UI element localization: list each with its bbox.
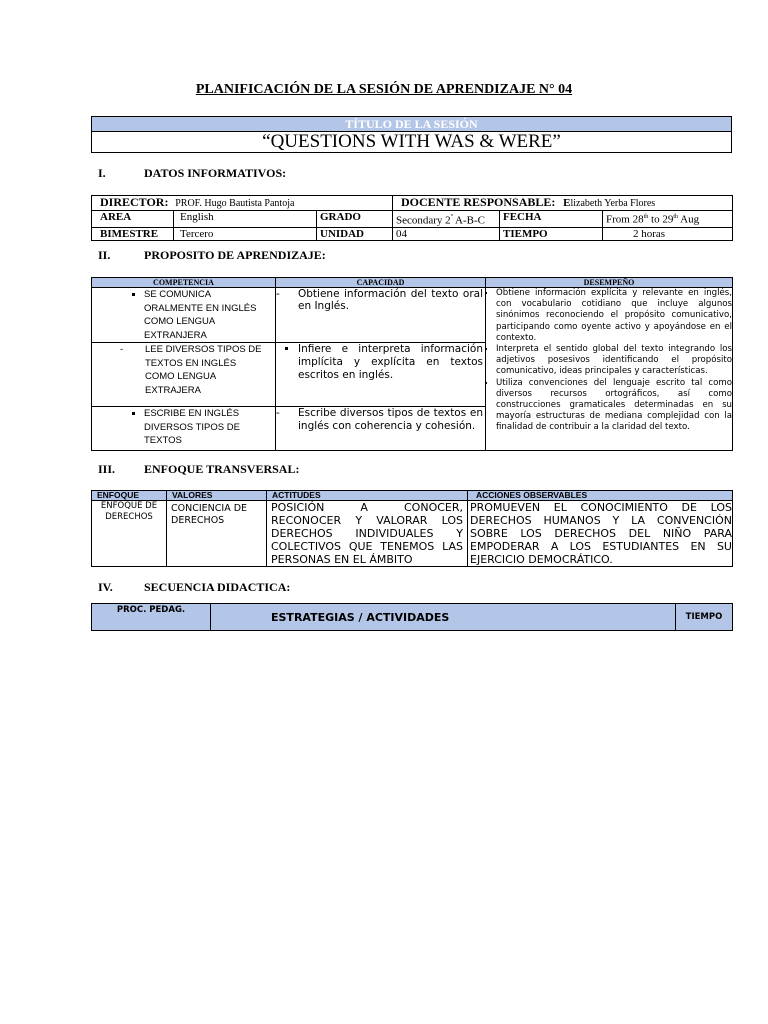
section-title: DATOS INFORMATIVOS:: [144, 166, 287, 180]
section-2-heading: [98, 248, 326, 263]
director-cell: [92, 196, 393, 211]
secuencia-table: [91, 603, 733, 631]
section-number: IV.: [98, 580, 113, 594]
bimestre-label: BIMESTRE: [92, 227, 174, 240]
section-number: I.: [98, 166, 106, 180]
tiempo-label: TIEMPO: [500, 227, 603, 240]
header-valores: VALORES: [167, 491, 267, 501]
document-title: PLANIFICACIÓN DE LA SESIÓN DE APRENDIZAJE N° 04: [195, 82, 573, 97]
competencia-item: LEE DIVERSOS TIPOS DE TEXTOS EN INGLÉS COMO LENGUA EXTRAJERA: [145, 344, 262, 396]
section-title: SECUENCIA DIDACTICA:: [144, 580, 291, 594]
section-title: PROPOSITO DE APRENDIZAJE:: [144, 248, 326, 262]
header-tiempo: TIEMPO: [676, 604, 733, 631]
dot-bullet: -: [120, 344, 124, 355]
capacidad-text: Obtiene información del texto oral en Inglés.: [298, 288, 483, 312]
header-actitudes: ACTITUDES: [267, 491, 468, 501]
info-table: [91, 195, 733, 241]
enfoque-value: ENFOQUE DE DERECHOS: [92, 501, 167, 567]
competencia-item: ▪ ESCRIBE EN INGLÉS DIVERSOS TIPOS DE TEXTOS: [144, 407, 275, 448]
section-number: III.: [98, 462, 116, 476]
capacidad-text: Escribe diversos tipos de textos en inglés con coherencia y cohesión.: [298, 407, 483, 432]
director-value: PROF. Hugo Bautista Pantoja: [175, 198, 295, 209]
docente-value: lizabeth Yerba Flores: [570, 198, 656, 209]
dash-bullet: -: [276, 288, 280, 300]
section-1-heading: [98, 166, 286, 181]
section-3-heading: [98, 462, 299, 477]
unidad-label: UNIDAD: [317, 227, 393, 240]
competencia-item: ▪ SE COMUNICA ORALMENTE EN INGLÉS COMO LENGUA EXTRANJERA: [144, 288, 275, 342]
competencia-cell: [92, 343, 276, 407]
header-competencia: COMPETENCIA: [92, 278, 276, 288]
desempeno-cell: [486, 288, 733, 451]
competencia-cell: [92, 288, 276, 343]
header-estrategias: ESTRATEGIAS / ACTIVIDADES: [211, 604, 676, 631]
capacidad-cell: [276, 407, 486, 451]
fecha-value: From 28th to 29th Aug: [603, 211, 733, 228]
docente-cell: [393, 196, 733, 211]
dash-bullet: -: [276, 407, 280, 419]
header-acciones: ACCIONES OBSERVABLES: [468, 491, 733, 501]
header-capacidad: CAPACIDAD: [276, 278, 486, 288]
competencia-cell: [92, 407, 276, 451]
fecha-label: FECHA: [500, 211, 603, 228]
section-4-heading: [98, 580, 290, 595]
docente-label: DOCENTE RESPONSABLE:: [401, 195, 556, 209]
section-number: II.: [98, 248, 111, 262]
grado-label: GRADO: [317, 211, 393, 228]
docente-initial: E: [563, 197, 571, 209]
grado-value: Secondary $2^º$ A-B-C: [393, 211, 500, 228]
session-label: TÍTULO DE LA SESIÓN: [92, 117, 732, 132]
proposito-table: [91, 277, 733, 451]
valores-value: CONCIENCIA DE DERECHOS: [167, 501, 267, 567]
unidad-value: 04: [393, 227, 500, 240]
capacidad-cell: [276, 343, 486, 407]
director-label: DIRECTOR:: [100, 195, 169, 209]
tiempo-value: 2 horas: [603, 227, 733, 240]
enfoque-table: [91, 490, 733, 567]
session-title: “QUESTIONS WITH WAS & WERE”: [92, 132, 732, 153]
desempeno-item: ▪ Obtiene información explícita y relevante en inglés, con vocabulario cotidiano que incluye algunos sinónimos reconociendo el propósito comunicativo, participando como oyente activo y apoyándose en el contexto.: [496, 288, 732, 344]
bimestre-value: Tercero: [174, 227, 317, 240]
header-enfoque: ENFOQUE: [92, 491, 167, 501]
section-title: ENFOQUE TRANSVERSAL:: [144, 462, 300, 476]
session-title-table: [91, 116, 732, 153]
header-proc-pedag: PROC. PEDAG.: [92, 604, 211, 631]
header-desempeno: DESEMPEÑO: [486, 278, 733, 288]
capacidad-cell: [276, 288, 486, 343]
actitudes-value: POSICIÓN A CONOCER, RECONOCER Y VALORAR LOS DERECHOS INDIVIDUALES Y COLECTIVOS QUE TENEMOS LAS PERSONAS EN EL ÁMBITO: [267, 501, 468, 567]
capacidad-text: ▪ Infiere e interpreta información implícita y explícita en textos escritos en inglés.: [298, 343, 483, 381]
area-label: AREA: [92, 211, 174, 228]
desempeno-item: ▪ Interpreta el sentido global del texto integrando los adjetivos posesivos identificando el propósito comunicativo, ideas principales y características.: [496, 344, 732, 378]
desempeno-item: ▪ Utiliza convenciones del lenguaje escrito tal como diversos recursos ortográficos, así como construcciones gramaticales determinadas en su mayoría estructuras de mediana complejidad con la finalidad de contribuir a la claridad del texto.: [496, 378, 732, 434]
area-value: English: [174, 211, 317, 228]
acciones-value: PROMUEVEN EL CONOCIMIENTO DE LOS DERECHOS HUMANOS Y LA CONVENCIÓN SOBRE LOS DERECHOS DEL NIÑO PARA EMPODERAR A LOS ESTUDIANTES EN SU EJERCICIO DEMOCRÁTICO.: [468, 501, 733, 567]
